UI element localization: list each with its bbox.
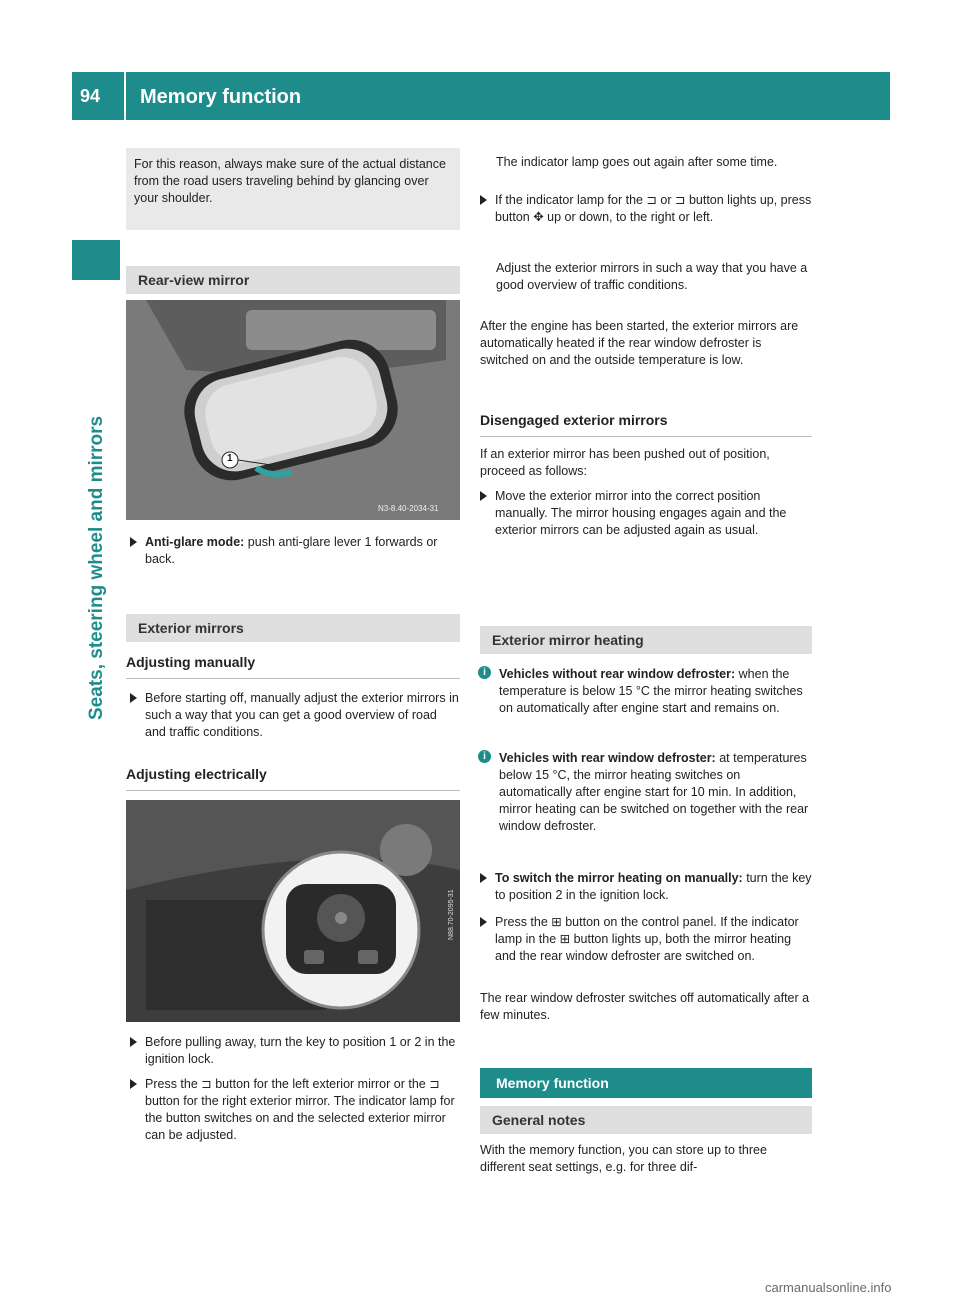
page-title: Memory function — [140, 86, 302, 108]
divider — [126, 678, 460, 679]
info2-label: Vehicles with rear window defroster: — [499, 751, 716, 765]
step-arrow-icon — [480, 491, 487, 501]
antiglare-label: Anti-glare mode: — [145, 535, 245, 549]
step-on-text: turn the key to position 2 in the ignition lock. — [495, 871, 812, 902]
note-text: For this reason, always make sure of the actual distance from the road users traveling behind by glancing over your shoulder. — [134, 157, 446, 205]
info1-text: when the temperature is below 15 °C the mirror heating switches on automatically after engine start and remains on. — [499, 667, 803, 715]
info-no-defroster — [478, 666, 812, 717]
callout-1: 1 — [227, 453, 233, 464]
heating-on-step — [480, 870, 812, 904]
general-notes-bar — [480, 1106, 812, 1134]
step-arrow-icon — [480, 195, 487, 205]
info2-text: at temperatures below 15 °C, the mirror heating switches on automatically after engine start for 10 min. In addition, mirror heating can be switched on together with the rear window defroster. — [499, 751, 809, 833]
antiglare-text: push anti-glare lever 1 forwards or back. — [145, 535, 438, 566]
after-start-text: After the engine has been started, the exterior mirrors are automatically heated if the rear window defroster is switched on and the outside temperature is low. — [480, 319, 799, 367]
disengaged-text: If an exterior mirror has been pushed out of position, proceed as follows: — [480, 447, 770, 478]
memory-heading: Memory function — [496, 1075, 609, 1091]
memory-heading-bar — [480, 1068, 812, 1098]
section-tab — [72, 240, 120, 280]
heating-heading: Exterior mirror heating — [492, 632, 644, 648]
disengaged-step-text: Move the exterior mirror into the correct position manually. The mirror housing engages again and the exterior mirrors can be adjusted again as usual. — [495, 489, 787, 537]
general-text: With the memory function, you can store up to three different seat settings, e.g. for three dif- — [480, 1143, 767, 1174]
cont-text: The indicator lamp goes out again after some time. — [496, 155, 778, 169]
mirror-illustration — [126, 300, 460, 520]
general-notes-heading: General notes — [492, 1112, 586, 1128]
disengaged-step — [480, 488, 812, 539]
divider — [480, 436, 812, 437]
step-arrow-icon — [130, 1079, 137, 1089]
electric-step-2 — [130, 1076, 460, 1144]
adjusting-manually-heading: Adjusting manually — [126, 654, 256, 670]
image-code: N88.70-2095-31 — [448, 889, 455, 940]
step2-text: Press the ⊐ button for the left exterior mirror or the ⊐ button for the right exterior mirror. The indicator lamp for the button switches on and the selected exterior mirror can be adjusted. — [145, 1077, 455, 1142]
section-label: Seats, steering wheel and mirrors — [86, 415, 107, 720]
manual-step — [130, 690, 460, 741]
door-controls-illustration — [126, 800, 460, 1022]
manual-text: Before starting off, manually adjust the exterior mirrors in such a way that you can get a good overview of road and traffic conditions. — [145, 691, 459, 739]
info-icon: i — [478, 750, 491, 763]
page-number: 94 — [80, 86, 101, 106]
step-arrow-icon — [130, 537, 137, 547]
exterior-mirrors-heading: Exterior mirrors — [138, 620, 244, 636]
step-arrow-icon — [130, 693, 137, 703]
info-with-defroster — [478, 750, 812, 835]
press-button-step — [480, 914, 812, 965]
electric-step-1 — [130, 1034, 460, 1068]
divider — [126, 790, 460, 791]
rear-view-heading: Rear-view mirror — [138, 272, 250, 288]
auto-off-text: The rear window defroster switches off automatically after a few minutes. — [480, 991, 810, 1022]
step-press-text: Press the ⊞ button on the control panel. If the indicator lamp in the ⊞ button lights up, both the mirror heating and the rear window defroster are switched on. — [495, 915, 799, 963]
exterior-mirrors-heading-bar — [126, 614, 460, 642]
header-divider — [124, 72, 126, 120]
info1-label: Vehicles without rear window defroster: — [499, 667, 736, 681]
rear-view-heading-bar — [126, 266, 460, 294]
step-arrow-icon — [130, 1037, 137, 1047]
step1-text: Before pulling away, turn the key to position 1 or 2 in the ignition lock. — [145, 1035, 456, 1066]
adjusting-electrically-heading: Adjusting electrically — [126, 766, 267, 782]
step3-text: If the indicator lamp for the ⊐ or ⊐ button lights up, press button ✥ up or down, to the right or left. — [495, 193, 812, 224]
step-arrow-icon — [480, 917, 487, 927]
step3b-text: Adjust the exterior mirrors in such a way that you have a good overview of traffic conditions. — [496, 261, 808, 292]
disengaged-heading: Disengaged exterior mirrors — [480, 412, 668, 428]
door-controls-image — [126, 800, 460, 1022]
info-icon: i — [478, 666, 491, 679]
step-arrow-icon — [480, 873, 487, 883]
antiglare-step — [130, 534, 460, 568]
image-code: N3-8.40-2034-31 — [378, 504, 439, 513]
step-on-label: To switch the mirror heating on manually: — [495, 871, 743, 885]
adjust-step — [480, 192, 812, 226]
footer-watermark: carmanualsonline.info — [765, 1280, 892, 1295]
heating-heading-bar — [480, 626, 812, 654]
rear-view-mirror-image — [126, 300, 460, 520]
